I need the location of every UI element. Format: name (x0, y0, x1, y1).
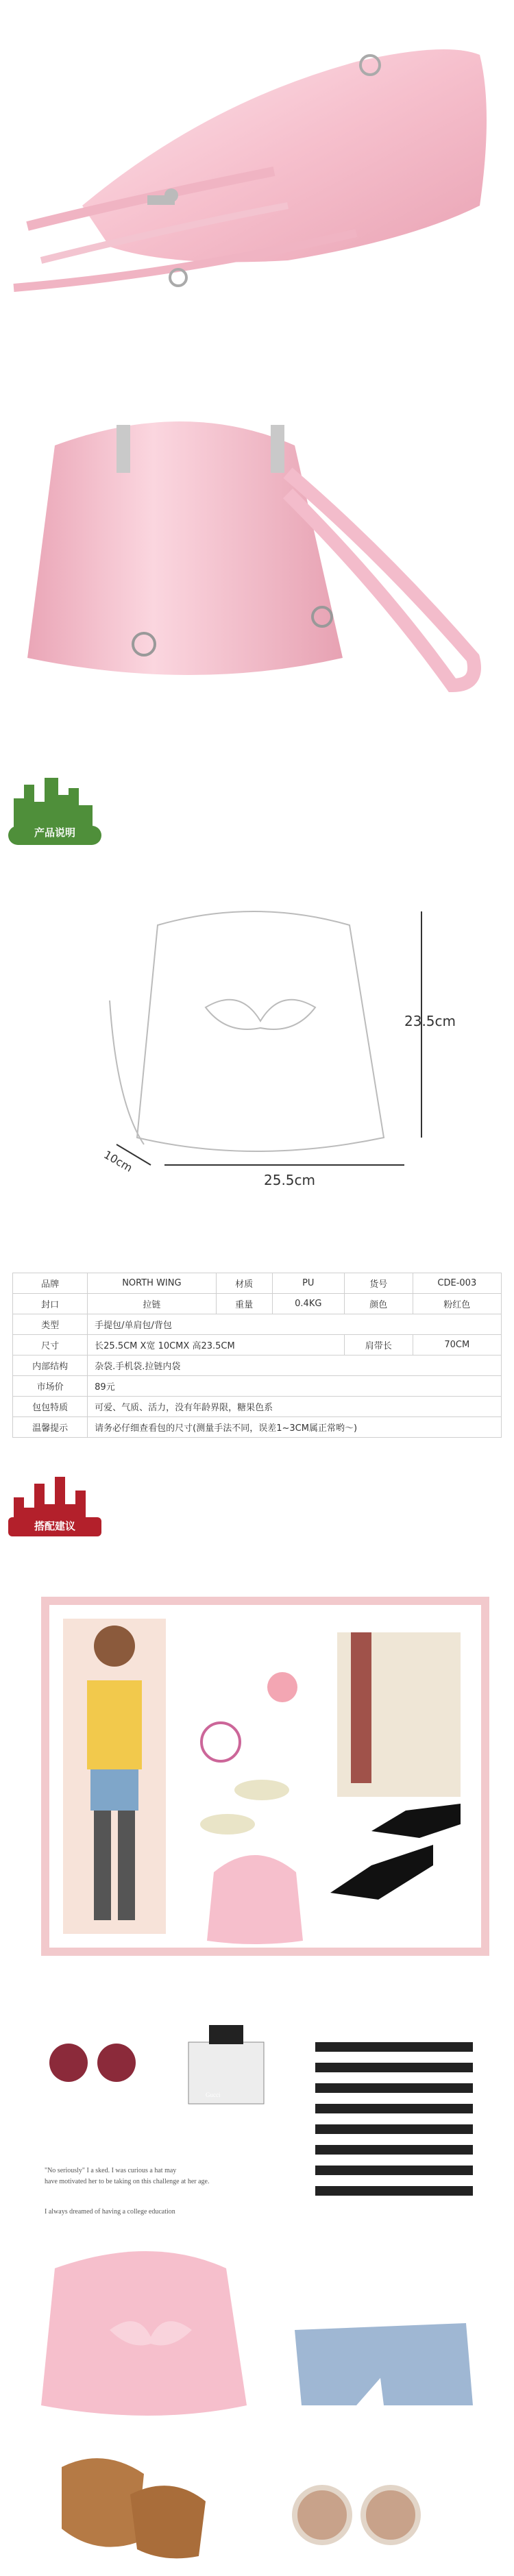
striped-top (315, 2035, 473, 2213)
quote-line-2: have motivated her to be taking on this challenge at her age. (45, 2178, 210, 2185)
styling-collage (41, 1597, 489, 1956)
table-cell: 尺寸 (13, 1335, 88, 1356)
product-photo-front (0, 384, 514, 726)
table-cell: 89元 (88, 1376, 502, 1397)
height-label: 23.5cm (404, 1013, 456, 1029)
accessories-image (0, 2022, 514, 2570)
table-cell: 可爱、气质、活力，没有年龄界限，糖果色系 (88, 1397, 502, 1417)
accessories-collage (0, 2022, 514, 2570)
table-row (13, 1294, 502, 1314)
quote-line-1: "No seriously" I a sked. I was curious a hat may (45, 2167, 177, 2174)
perfume-label: Gucci (206, 2092, 221, 2098)
table-row (13, 1335, 502, 1356)
pink-bag-tilted-image (0, 0, 514, 315)
table-cell: 重量 (216, 1294, 272, 1314)
table-cell: NORTH WING (88, 1273, 216, 1294)
table-cell: CDE-003 (413, 1273, 501, 1294)
table-row (13, 1273, 502, 1294)
table-row (13, 1376, 502, 1397)
product-info-badge (7, 771, 103, 846)
table-cell: 材质 (216, 1273, 272, 1294)
table-cell: 70CM (413, 1335, 501, 1356)
table-cell: PU (272, 1273, 344, 1294)
product-photo-tilted (0, 0, 514, 315)
spec-table (12, 1273, 502, 1438)
table-cell: 长25.5CM X宽 10CMX 高23.5CM (88, 1335, 345, 1356)
table-cell: 品牌 (13, 1273, 88, 1294)
table-cell: 请务必仔细查看包的尺寸(测量手法不同，误差1~3CM属正常哟～) (88, 1417, 502, 1438)
table-row (13, 1397, 502, 1417)
table-cell: 颜色 (344, 1294, 413, 1314)
outfit-collage-image (49, 1605, 481, 1948)
table-cell: 温馨提示 (13, 1417, 88, 1438)
bag-outline-drawing (0, 863, 514, 1240)
styling-label: 搭配建议 (34, 1520, 75, 1532)
table-cell: 肩带长 (344, 1335, 413, 1356)
quote-line-3: I always dreamed of having a college education (45, 2208, 175, 2216)
table-cell: 拉链 (88, 1294, 216, 1314)
width-label: 25.5cm (264, 1172, 316, 1188)
table-cell: 封口 (13, 1294, 88, 1314)
depth-label: 10cm (101, 1148, 135, 1175)
pink-bag-front-image (0, 384, 514, 726)
table-row (13, 1417, 502, 1438)
table-cell: 粉红色 (413, 1294, 501, 1314)
table-row (13, 1314, 502, 1335)
table-cell: 类型 (13, 1314, 88, 1335)
table-cell: 杂袋.手机袋.拉链内袋 (88, 1356, 502, 1376)
table-cell: 包包特质 (13, 1397, 88, 1417)
table-cell: 市场价 (13, 1376, 88, 1397)
table-cell: 货号 (344, 1273, 413, 1294)
table-row (13, 1356, 502, 1376)
product-info-label: 产品说明 (34, 826, 75, 839)
dimension-sketch (0, 863, 514, 1240)
styling-badge (7, 1473, 103, 1538)
table-cell: 0.4KG (272, 1294, 344, 1314)
table-cell: 手提包/单肩包/背包 (88, 1314, 502, 1335)
table-cell: 内部结构 (13, 1356, 88, 1376)
